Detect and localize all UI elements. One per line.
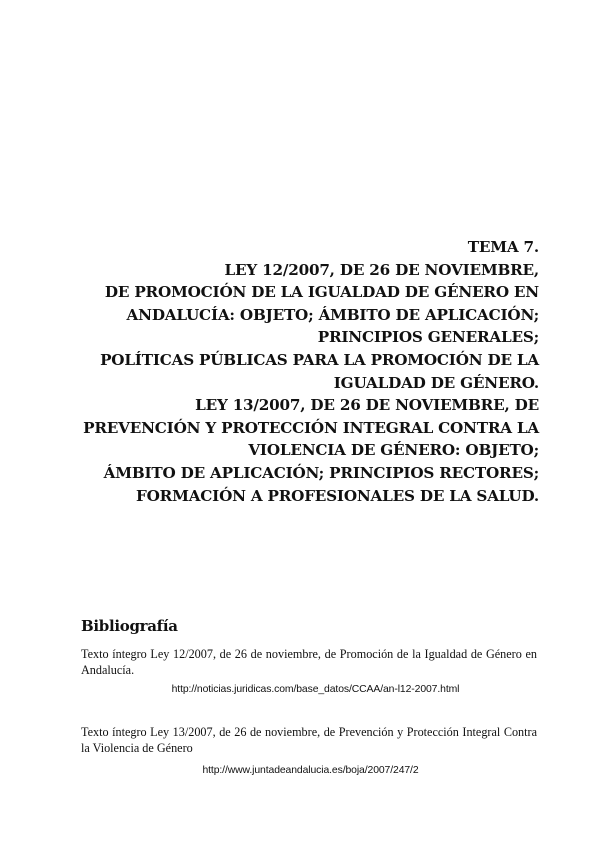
bibliography-reference-url[interactable]: http://www.juntadeandalucia.es/boja/2007/247/2 <box>202 765 419 776</box>
title-line-topic-number: TEMA 7. <box>467 238 539 256</box>
title-line: DE PROMOCIÓN DE LA IGUALDAD DE GÉNERO EN <box>104 283 539 302</box>
title-line: LEY 13/2007, DE 26 DE NOVIEMBRE, DE <box>195 396 539 415</box>
title-line: PRINCIPIOS GENERALES; <box>317 328 539 347</box>
chapter-title <box>69 236 539 507</box>
title-line: LEY 12/2007, DE 26 DE NOVIEMBRE, <box>224 260 539 279</box>
bibliography-heading: Bibliografía <box>81 617 178 635</box>
bibliography-reference-text: Texto íntegro Ley 13/2007, de 26 de noviembre, de Prevención y Protección Integral Contra la Violencia de Género <box>81 725 537 755</box>
title-line: PREVENCIÓN Y PROTECCIÓN INTEGRAL CONTRA LA <box>83 418 539 437</box>
title-line: VIOLENCIA DE GÉNERO: OBJETO; <box>248 441 539 460</box>
bibliography-reference-url[interactable]: http://noticias.juridicas.com/base_datos/CCAA/an-l12-2007.html <box>171 684 460 695</box>
title-line: POLÍTICAS PÚBLICAS PARA LA PROMOCIÓN DE LA <box>100 350 539 369</box>
title-line: ANDALUCÍA: OBJETO; ÁMBITO DE APLICACIÓN; <box>126 305 539 324</box>
title-line: ÁMBITO DE APLICACIÓN; PRINCIPIOS RECTORES; <box>103 463 539 482</box>
title-line: IGUALDAD DE GÉNERO. <box>333 373 539 392</box>
bibliography-reference-text: Texto íntegro Ley 12/2007, de 26 de noviembre, de Promoción de la Igualdad de Género en Andalucía. <box>81 647 537 677</box>
title-line: FORMACIÓN A PROFESIONALES DE LA SALUD. <box>136 486 539 505</box>
